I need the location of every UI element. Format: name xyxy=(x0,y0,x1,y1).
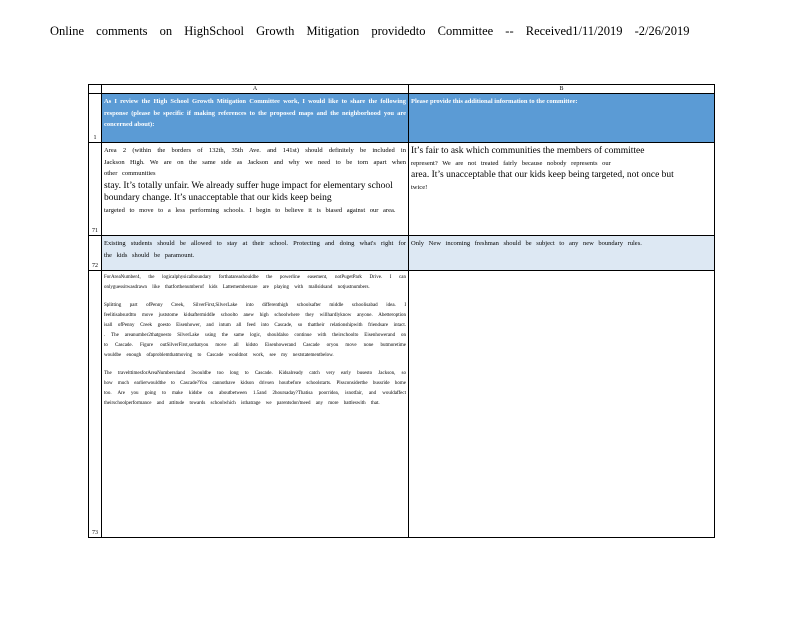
table-row xyxy=(89,94,715,143)
comment-paragraph: The travelttimesforAreaNumbers4and 3wouldbe too long to Cascade. Kidsalready catch very early busesto Jackson, so how much earlierwouldthe to Cascade?You cannothave kidson drivsen hourbefore schoolstarts. Plssconsiderthe bussride home too. Are you going to make kidsbe on aboutbetween 1.5and 2hoursaday?Thatisa poorridea, isnotfair, and wouldaffect theirschoolperformance and attitude towards schoolwhich isthatrage we parentsdon'tneed any more battleswith that. xyxy=(104,371,406,406)
comment-text: targeted to move to a less performing schools. I begin to believe it is biased against our area. xyxy=(104,206,396,214)
question-text: Please provide this additional information to the committee: xyxy=(411,98,578,105)
cell-a[interactable] xyxy=(102,236,409,271)
column-header-b[interactable]: B xyxy=(409,85,715,94)
comment-text: Existing students should be allowed to stay at their school. Protecting and doing what's right for the kids should be paramount. xyxy=(104,240,406,259)
row-number[interactable]: 73 xyxy=(89,271,102,538)
cell-b[interactable] xyxy=(409,143,715,236)
column-header-a[interactable]: A xyxy=(102,85,409,94)
cell-a[interactable] xyxy=(102,271,409,538)
comment-text: stay. It’s totally unfair. We already suffer huge impact for elementary school boundary change. It’s unacceptable that our kids keep being xyxy=(104,180,393,203)
row-number[interactable]: 72 xyxy=(89,236,102,271)
table-row xyxy=(89,236,715,271)
corner-cell xyxy=(89,85,102,94)
comment-text: represent? We are not treated fairly because nobody represents our xyxy=(411,159,611,167)
document-title: Online comments on HighSchool Growth Mitigation providedto Committee -- Received1/11/2019 -2/26/2019 xyxy=(50,24,690,38)
row-number[interactable]: 71 xyxy=(89,143,102,236)
row-number[interactable]: 1 xyxy=(89,94,102,143)
table-row xyxy=(89,143,715,236)
cell-b[interactable] xyxy=(409,236,715,271)
comment-text: Only New incoming freshman should be subject to any new boundary rules. xyxy=(411,240,642,247)
comment-text: area. It’s unacceptable that our kids keep being targeted, not once but xyxy=(411,170,674,180)
column-header-row xyxy=(89,85,715,94)
comment-paragraph: ForAreaNumber4, the logicalphysicalboundary forthatareashouldbe the powerline easement, notPugetPark Drive. I can onlyguessitwasdrawn like thatforthenumberof kids Lattemembersare are playing with mallsidsand notjustnumbers. xyxy=(104,275,406,290)
cell-b[interactable] xyxy=(409,94,715,143)
comment-text: It’s fair to ask which communities the members of committee xyxy=(411,146,645,156)
comment-text: Area 2 (within the borders of 132th, 35th Ave. and 141st) should definitely be included in Jackson High. We are on the same side as Jackson and why we need to be torn apart when other communities xyxy=(104,147,406,177)
cell-a[interactable] xyxy=(102,143,409,236)
table-row xyxy=(89,271,715,538)
cell-b[interactable] xyxy=(409,271,715,538)
comment-text: twice! xyxy=(411,183,428,191)
question-text: As I review the High School Growth Mitigation Committee work, I would like to share the following response (please be specific if making references to the proposed maps and the neighborhood you are concerned about): xyxy=(104,98,406,128)
cell-a[interactable] xyxy=(102,94,409,143)
comment-paragraph: Splitting part ofPenny Creek, SilverFirst,SilverLake into differenthigh schoolsafter middle schoolisabad idea. I feelitisabsurdtto move juststome kidsaftermiddle schoolto anew high schoolwhere they willhardlyknow anyone. Abetteroption isall ofPenny Creek goesto Eisenhower, and intum all feed into Cascade, so thattheir relationshipwith friendsare intact. . The areanumber2thatgoesto SilverLake using the same logic, shouldalso continue with theirschoolto Eisenhowerand on to Cascade. Figure outSilverFirst,sothatyou move all kidsto Eisenhowerand Cascade oryou move none butmoretime wouldbe enough ofaproblemthatmoving to Cascade wouldnot work, see my nextstatementbelow. xyxy=(104,303,406,358)
comments-sheet xyxy=(88,84,715,538)
